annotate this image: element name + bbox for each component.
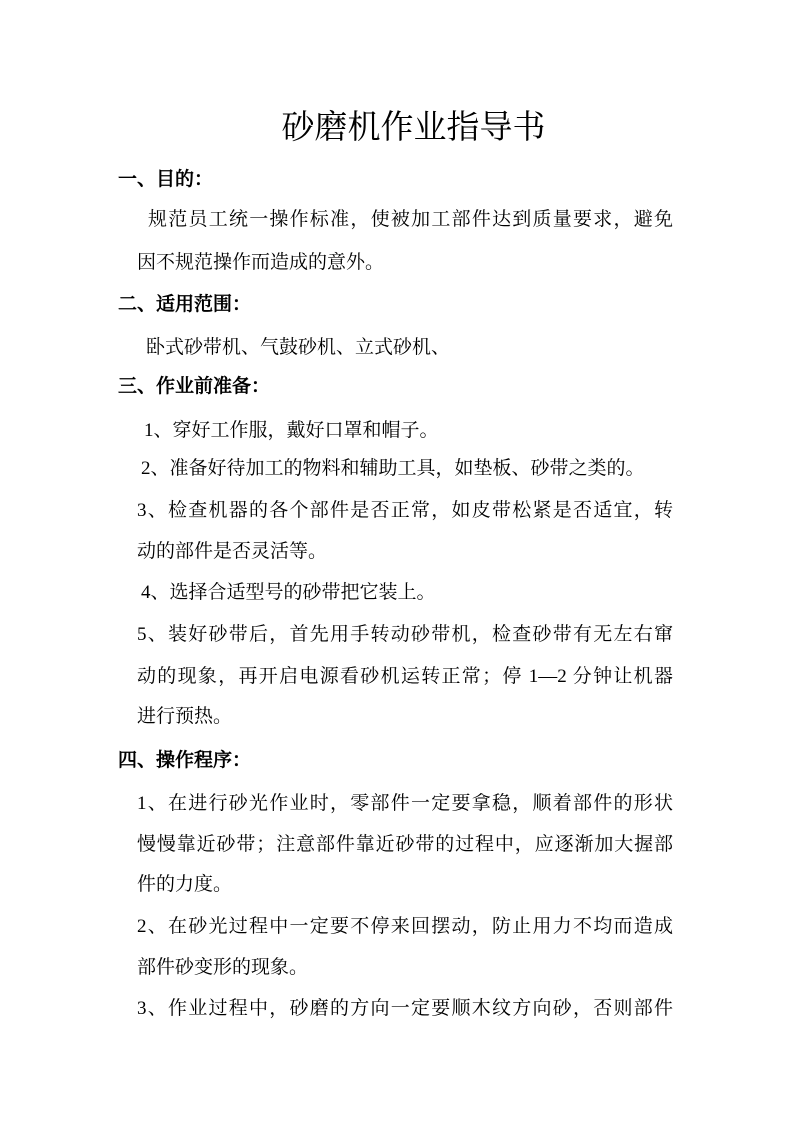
list-item-continuation: 动的现象，再开启电源看砂机运转正常；停 1—2 分钟让机器 [137, 666, 673, 687]
list-item-continuation: 动的部件是否灵活等。 [137, 541, 328, 562]
list-item: 5、装好砂带后，首先用手转动砂带机，检查砂带有无左右窜 [137, 624, 673, 645]
list-item: 2、在砂光过程中一定要不停来回摆动，防止用力不均而造成 [137, 916, 673, 937]
list-item: 3、检查机器的各个部件是否正常，如皮带松紧是否适宜，转 [137, 500, 673, 521]
section-heading-scope: 二、适用范围： [118, 294, 252, 315]
list-item-continuation: 件的力度。 [137, 874, 233, 895]
list-item-continuation: 慢慢靠近砂带；注意部件靠近砂带的过程中，应逐渐加大握部 [137, 834, 673, 855]
list-item: 2、准备好待加工的物料和辅助工具，如垫板、砂带之类的。 [141, 458, 645, 479]
document-title: 砂磨机作业指导书 [281, 110, 546, 146]
section-heading-preparation: 三、作业前准备： [118, 376, 271, 397]
paragraph-line: 卧式砂带机、气鼓砂机、立式砂机、 [146, 337, 451, 358]
list-item: 3、作业过程中，砂磨的方向一定要顺木纹方向砂，否则部件 [137, 998, 673, 1019]
list-item: 1、穿好工作服，戴好口罩和帽子。 [144, 420, 439, 441]
list-item-continuation: 进行预热。 [137, 706, 233, 727]
paragraph-line: 因不规范操作而造成的意外。 [137, 252, 385, 273]
section-heading-procedure: 四、操作程序： [118, 750, 252, 771]
section-heading-purpose: 一、目的： [118, 169, 214, 190]
list-item: 1、在进行砂光作业时，零部件一定要拿稳，顺着部件的形状 [137, 793, 673, 814]
list-item-continuation: 部件砂变形的现象。 [137, 957, 309, 978]
list-item: 4、选择合适型号的砂带把它装上。 [141, 582, 436, 603]
paragraph-line: 规范员工统一操作标准，使被加工部件达到质量要求，避免 [148, 209, 673, 230]
